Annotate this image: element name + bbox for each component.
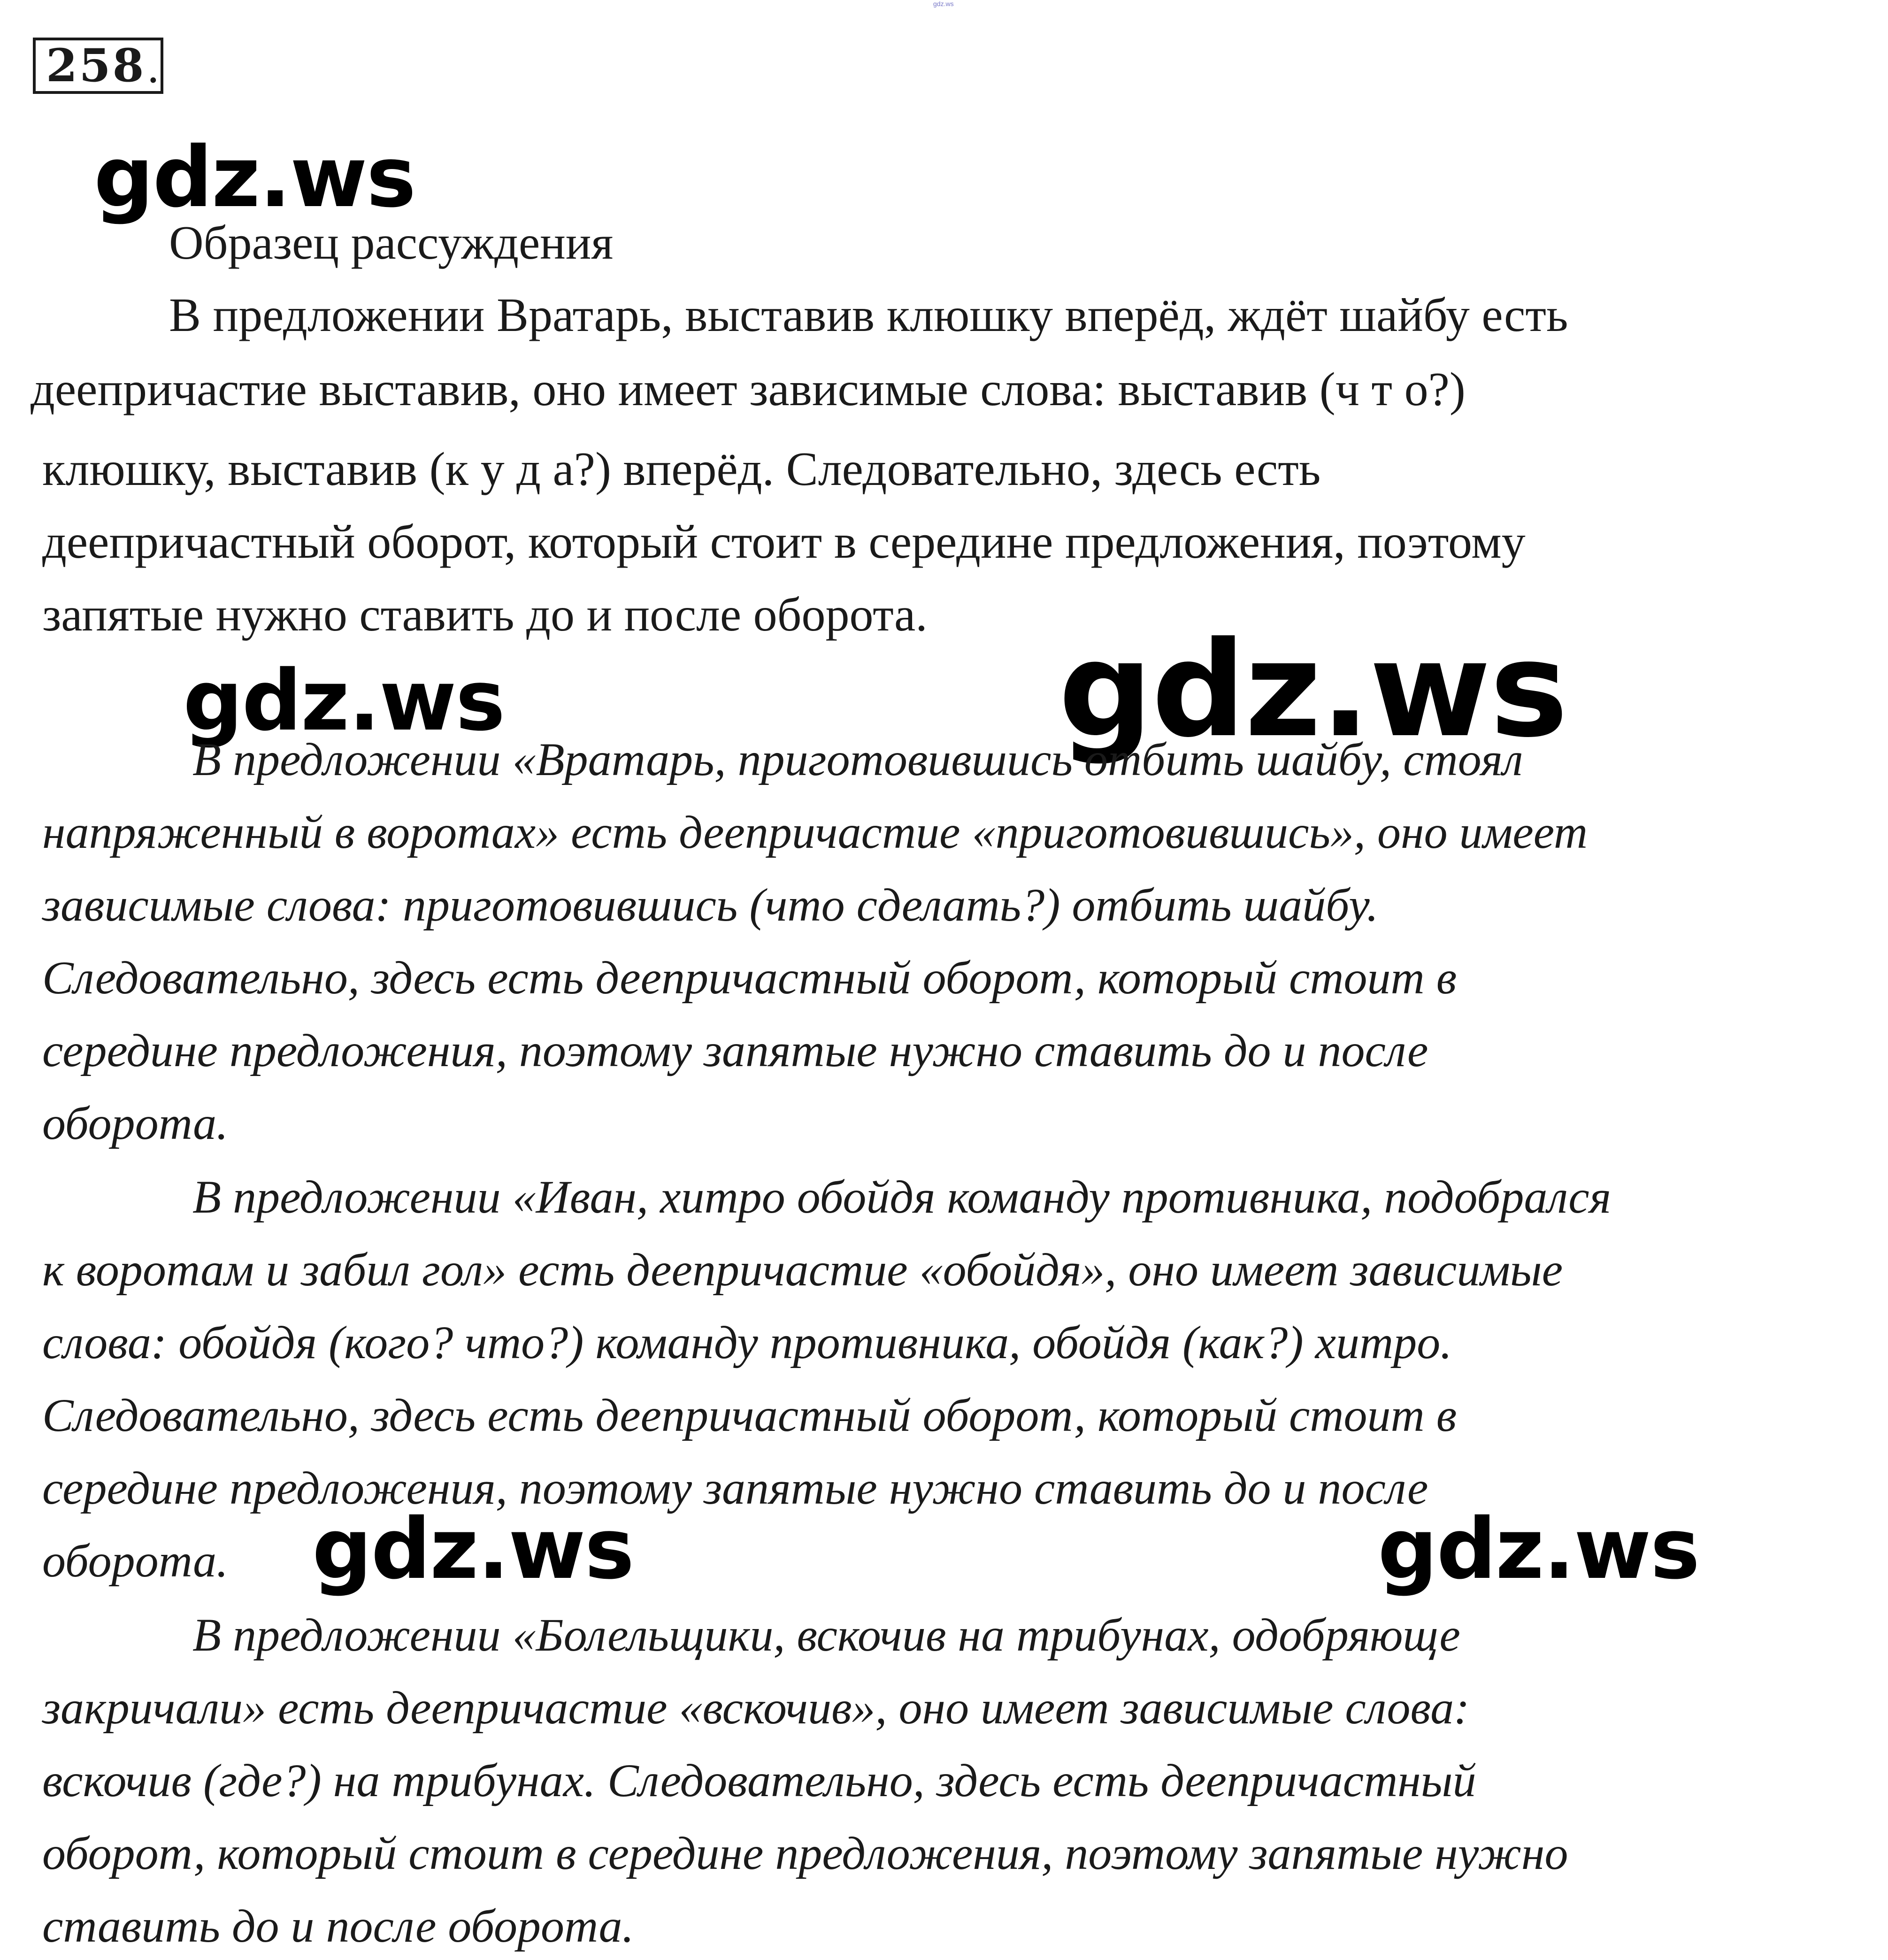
answer-line: напряженный в воротах» есть деепричастие «приготовившись», оно имеет [42,806,1588,858]
watermark-logo: gdz.ws [94,129,415,226]
answer-line: оборот, который стоит в середине предложения, поэтому запятые нужно [42,1827,1568,1879]
answer-line: к воротам и забил гол» есть деепричастие «обойдя», оно имеет зависимые [42,1244,1563,1296]
header-watermark: gdz.ws [933,0,954,8]
answer-line: зависимые слова: приготовившись (что сделать?) отбить шайбу. [42,879,1379,931]
sample-title: Образец рассуждения [169,216,614,269]
task-number-dot: . [146,43,160,92]
watermark-logo: gdz.ws [183,652,505,749]
sample-line: клюшку, выставив (к у д а?) вперёд. Следовательно, здесь есть [42,443,1321,496]
watermark-logo: gdz.ws [1059,614,1567,767]
answer-line: Следовательно, здесь есть деепричастный оборот, который стоит в [42,952,1457,1004]
sample-line: запятые нужно ставить до и после оборота. [42,588,928,641]
answer-line: В предложении «Болельщики, вскочив на трибунах, одобряюще [192,1609,1460,1661]
answer-line: середине предложения, поэтому запятые нужно ставить до и после [42,1462,1428,1514]
answer-line: середине предложения, поэтому запятые нужно ставить до и после [42,1024,1428,1076]
sample-line: деепричастный оборот, который стоит в середине предложения, поэтому [42,515,1526,569]
answer-line: оборота. [42,1535,229,1587]
sample-line: В предложении Вратарь, выставив клюшку вперёд, ждёт шайбу есть [169,289,1568,342]
answer-line: Следовательно, здесь есть деепричастный оборот, который стоит в [42,1389,1457,1441]
answer-line: вскочив (где?) на трибунах. Следовательно, здесь есть деепричастный [42,1754,1476,1806]
answer-line: ставить до и после оборота. [42,1900,634,1952]
task-number-box [33,38,163,94]
answer-line: оборота. [42,1097,229,1149]
sample-line: деепричастие выставив, оно имеет зависимые слова: выставив (ч т о?) [31,363,1466,416]
task-number: 258 [46,39,146,92]
answer-line: закричали» есть деепричастие «вскочив», оно имеет зависимые слова: [42,1682,1470,1734]
watermark-logo: gdz.ws [312,1500,634,1598]
answer-line: слова: обойдя (кого? что?) команду противника, обойдя (как?) хитро. [42,1316,1452,1368]
watermark-logo: gdz.ws [1378,1500,1699,1598]
answer-line: В предложении «Иван, хитро обойдя команду противника, подобрался [192,1171,1612,1223]
answer-line: В предложении «Вратарь, приготовившись отбить шайбу, стоял [192,733,1523,785]
